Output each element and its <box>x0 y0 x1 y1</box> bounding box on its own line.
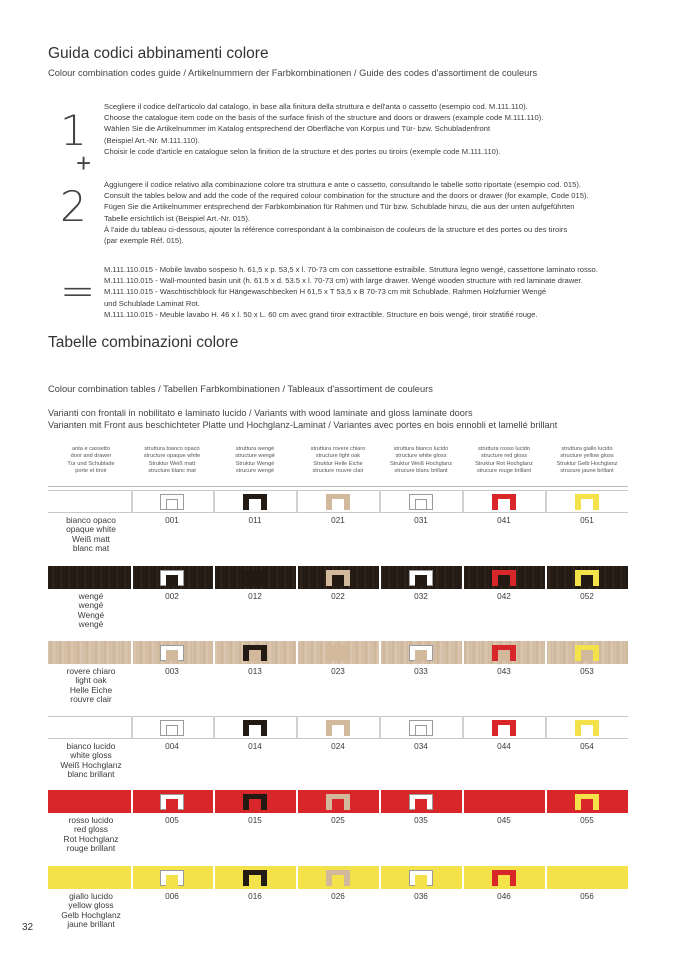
swatch-022 <box>326 570 350 586</box>
cell-separator <box>131 790 133 813</box>
swatch-door-fill <box>415 875 427 886</box>
cell-separator <box>131 641 133 664</box>
combination-code: 031 <box>414 516 428 525</box>
result-example-text: M.111.110.015 - Mobile lavabo sospeso h. 61,5 x p. 53,5 x l. 70-73 cm con cassettone estraibile. Struttura legno wengé, cassettone laminato rosso. M.111.110.015 - Wall-mounted basin unit (h. 61.5 x d. 53.5 x l. 70-73 cm) with large drawer. Wengé wooden structure with red laminate drawer. M.111.110.015 - Waschtischblock für Hängewaschbecken H 61,5 x T 53,5 x B 70-73 cm mit Schublade. Rahmen Holzfurnier Wengé und Schublade Laminat Rot. M.111.110.015 - Meuble lavabo H. 46 x l. 50 x L. 60 cm avec grand tiroir extractible. Structure en bois wengé, tiroir stratifié rouge. <box>104 265 598 319</box>
swatch-012 <box>243 570 267 586</box>
combination-code: 003 <box>165 667 179 676</box>
cell-separator <box>213 716 215 739</box>
cell-separator <box>213 490 215 513</box>
swatch-023 <box>326 645 350 661</box>
cell-separator <box>379 566 381 589</box>
combination-code: 014 <box>248 742 262 751</box>
cell-separator <box>462 790 464 813</box>
swatch-door-fill <box>166 799 178 810</box>
combination-code: 025 <box>331 816 345 825</box>
step-one-text: Scegliere il codice dell'articolo dal catalogo, in base alla finitura della struttura e dell'anta o cassetto (esempio cod. M.111.110). Choose the catalogue item code on the basis of the surface finish of the structure and doors or drawers (example code M.111.110). Wählen Sie die Artikelnummer im Katalog entsprechend der Oberfläche von Korpus und Tür- bzw. Schubladenfront (Beispiel Art.-Nr. M.111.110). Choisir le code d'article en catalogue selon la finition de la structure et des portes ou tiroirs (exemple code M.111.110). <box>104 102 544 156</box>
swatch-door-fill <box>166 650 178 661</box>
swatch-032 <box>409 570 433 586</box>
column-header-structure-2: struttura wengé structure wengé Struktur Wengé strucure wengé <box>235 446 275 475</box>
swatch-035 <box>409 794 433 810</box>
swatch-041 <box>492 494 516 510</box>
column-header-structure-1: struttura bianco opaco structure opaque white Struktur Weiß matt structure blanc mat <box>143 446 201 475</box>
page-subtitle: Colour combination codes guide / Artikelnummern der Farbkombinationen / Guide des codes d'assortiment de couleurs <box>48 68 538 78</box>
row-label-3: rovere chiaro light oak Helle Eiche rouvre clair <box>66 666 116 704</box>
row-label-6: giallo lucido yellow gloss Gelb Hochglanz jaune brillant <box>61 891 121 929</box>
cell-separator <box>545 641 547 664</box>
cell-separator <box>545 866 547 889</box>
swatch-door-fill <box>498 575 510 586</box>
tables-subtitle: Colour combination tables / Tabellen Farbkombinationen / Tableaux d'assortiment de couleurs <box>48 384 433 394</box>
combination-code: 032 <box>414 592 428 601</box>
combination-code: 055 <box>580 816 594 825</box>
combination-code: 044 <box>497 742 511 751</box>
swatch-002 <box>160 570 184 586</box>
swatch-door-fill <box>498 650 510 661</box>
swatch-053 <box>575 645 599 661</box>
swatch-054 <box>575 720 599 736</box>
combination-code: 034 <box>414 742 428 751</box>
cell-separator <box>462 866 464 889</box>
swatch-door-fill <box>498 799 510 810</box>
swatch-001 <box>160 494 184 510</box>
combination-code: 054 <box>580 742 594 751</box>
swatch-036 <box>409 870 433 886</box>
combination-code: 011 <box>248 516 262 525</box>
swatch-door-fill <box>332 875 344 886</box>
swatch-door-fill <box>498 875 510 886</box>
cell-separator <box>131 490 133 513</box>
step-two-text: Aggiungere il codice relativo alla combinazione colore tra struttura e ante o cassetto, consultando le tabelle sotto riportate (esempio cod. 015). Consult the tables below and add the code of the required colour combination for the structure and the doors or drawer (for example, Code 015). Fügen Sie die Artikelnummer entsprechend der Farbkombination für Rahmen und Tür bzw. Schublade hinzu, die aus der unten aufgeführten Tabelle ersichtlich ist (Beispiel Art.-Nr. 015). À l'aide du tableau ci-dessous, ajouter la référence correspondant à la combinaison de couleurs de la structure et des portes ou des tiroirs (par exemple Réf. 015). <box>104 180 589 246</box>
swatch-013 <box>243 645 267 661</box>
swatch-door-fill <box>581 499 593 510</box>
cell-separator <box>296 641 298 664</box>
swatch-door-fill <box>581 725 593 736</box>
swatch-door-fill <box>249 575 261 586</box>
swatch-door-fill <box>249 725 261 736</box>
swatch-door-fill <box>581 799 593 810</box>
cell-separator <box>379 490 381 513</box>
swatch-034 <box>409 720 433 736</box>
combination-code: 052 <box>580 592 594 601</box>
combination-code: 046 <box>497 892 511 901</box>
combination-code: 051 <box>580 516 594 525</box>
cell-separator <box>296 716 298 739</box>
variants-it-en: Varianti con frontali in nobilitato e laminato lucido / Variants with wood laminate and gloss laminate doors <box>48 408 473 418</box>
swatch-042 <box>492 570 516 586</box>
swatch-015 <box>243 794 267 810</box>
combination-code: 004 <box>165 742 179 751</box>
cell-separator <box>213 790 215 813</box>
cell-separator <box>545 566 547 589</box>
swatch-003 <box>160 645 184 661</box>
swatch-056 <box>575 870 599 886</box>
page-number: 32 <box>22 922 34 933</box>
page-title: Guida codici abbinamenti colore <box>48 45 269 62</box>
swatch-011 <box>243 494 267 510</box>
swatch-044 <box>492 720 516 736</box>
swatch-door-fill <box>581 875 593 886</box>
combination-code: 035 <box>414 816 428 825</box>
row-label-2: wengé wengé Wengé wengé <box>77 591 105 629</box>
column-header-structure-3: struttura rovere chiaro structure light oak Struktur Helle Eiche structure rouvre clair <box>310 446 366 475</box>
cell-separator <box>545 490 547 513</box>
tables-title: Tabelle combinazioni colore <box>48 334 239 351</box>
cell-separator <box>131 566 133 589</box>
swatch-051 <box>575 494 599 510</box>
column-header-structure-6: struttura giallo lucido structure yellow gloss Struktur Gelb Hochglanz strucure jaune brillant <box>556 446 618 475</box>
swatch-door-fill <box>249 875 261 886</box>
combination-code: 043 <box>497 667 511 676</box>
combination-code: 041 <box>497 516 511 525</box>
swatch-door-fill <box>332 799 344 810</box>
swatch-045 <box>492 794 516 810</box>
column-header-structure-4: struttura bianco lucido structure white gloss Struktur Weiß Hochglanz strucure blanc brillant <box>389 446 453 475</box>
swatch-043 <box>492 645 516 661</box>
swatch-door-fill <box>249 499 261 510</box>
cell-separator <box>131 716 133 739</box>
row-label-1: bianco opaco opaque white Weiß matt blanc mat <box>66 515 116 553</box>
cell-separator <box>379 641 381 664</box>
swatch-door-fill <box>415 725 427 736</box>
combination-code: 016 <box>248 892 262 901</box>
row-label-5: rosso lucido red gloss Rot Hochglanz rouge brillant <box>63 815 119 853</box>
column-header-door-drawer: anta e cassetto door and drawer Tür und Schublade porte et tiroir <box>67 446 115 475</box>
combination-code: 026 <box>331 892 345 901</box>
cell-separator <box>462 641 464 664</box>
cell-separator <box>296 490 298 513</box>
cell-separator <box>379 866 381 889</box>
combination-code: 005 <box>165 816 179 825</box>
combination-code: 015 <box>248 816 262 825</box>
swatch-door-fill <box>415 575 427 586</box>
swatch-055 <box>575 794 599 810</box>
cell-separator <box>296 566 298 589</box>
cell-separator <box>545 716 547 739</box>
swatch-031 <box>409 494 433 510</box>
combination-code: 021 <box>331 516 345 525</box>
step-two-number: 2 <box>60 182 87 231</box>
swatch-door-fill <box>581 575 593 586</box>
row-label-4: bianco lucido white gloss Weiß Hochglanz blanc brillant <box>60 741 122 779</box>
column-header-structure-5: struttura rosso lucido structure red gloss Struktur Rot Hochglanz strucure rouge brillant <box>475 446 533 475</box>
combination-code: 006 <box>165 892 179 901</box>
header-divider <box>48 486 628 487</box>
combination-code: 056 <box>580 892 594 901</box>
swatch-024 <box>326 720 350 736</box>
cell-separator <box>296 790 298 813</box>
swatch-door-fill <box>415 650 427 661</box>
variants-de-fr: Varianten mit Front aus beschichteter Platte und Hochglanz-Laminat / Variantes avec portes en bois ennobli et lamellé brillant <box>48 420 558 430</box>
combination-code: 033 <box>414 667 428 676</box>
swatch-door-fill <box>249 650 261 661</box>
swatch-door-fill <box>166 725 178 736</box>
combination-code: 012 <box>248 592 262 601</box>
equals-sign: = <box>60 266 96 315</box>
combination-code: 023 <box>331 667 345 676</box>
combination-code: 022 <box>331 592 345 601</box>
swatch-016 <box>243 870 267 886</box>
cell-separator <box>131 866 133 889</box>
swatch-021 <box>326 494 350 510</box>
swatch-door-fill <box>166 499 178 510</box>
swatch-026 <box>326 870 350 886</box>
step-one-number: 1 <box>60 106 87 155</box>
cell-separator <box>379 716 381 739</box>
swatch-door-fill <box>166 875 178 886</box>
swatch-door-fill <box>415 799 427 810</box>
plus-sign: + <box>76 148 92 178</box>
combination-code: 013 <box>248 667 262 676</box>
cell-separator <box>462 490 464 513</box>
swatch-door-fill <box>166 575 178 586</box>
combination-code: 001 <box>165 516 179 525</box>
cell-separator <box>296 866 298 889</box>
cell-separator <box>213 566 215 589</box>
swatch-014 <box>243 720 267 736</box>
cell-separator <box>545 790 547 813</box>
combination-code: 002 <box>165 592 179 601</box>
swatch-door-fill <box>332 575 344 586</box>
swatch-door-fill <box>332 725 344 736</box>
swatch-052 <box>575 570 599 586</box>
combination-code: 045 <box>497 816 511 825</box>
swatch-door-fill <box>249 799 261 810</box>
swatch-033 <box>409 645 433 661</box>
swatch-door-fill <box>332 499 344 510</box>
combination-code: 053 <box>580 667 594 676</box>
cell-separator <box>462 566 464 589</box>
swatch-door-fill <box>415 499 427 510</box>
swatch-door-fill <box>498 499 510 510</box>
swatch-005 <box>160 794 184 810</box>
swatch-door-fill <box>581 650 593 661</box>
swatch-046 <box>492 870 516 886</box>
cell-separator <box>462 716 464 739</box>
combination-code: 042 <box>497 592 511 601</box>
combination-code: 024 <box>331 742 345 751</box>
swatch-004 <box>160 720 184 736</box>
cell-separator <box>379 790 381 813</box>
swatch-door-fill <box>498 725 510 736</box>
swatch-door-fill <box>332 650 344 661</box>
cell-separator <box>213 641 215 664</box>
combination-code: 036 <box>414 892 428 901</box>
swatch-006 <box>160 870 184 886</box>
swatch-025 <box>326 794 350 810</box>
cell-separator <box>213 866 215 889</box>
